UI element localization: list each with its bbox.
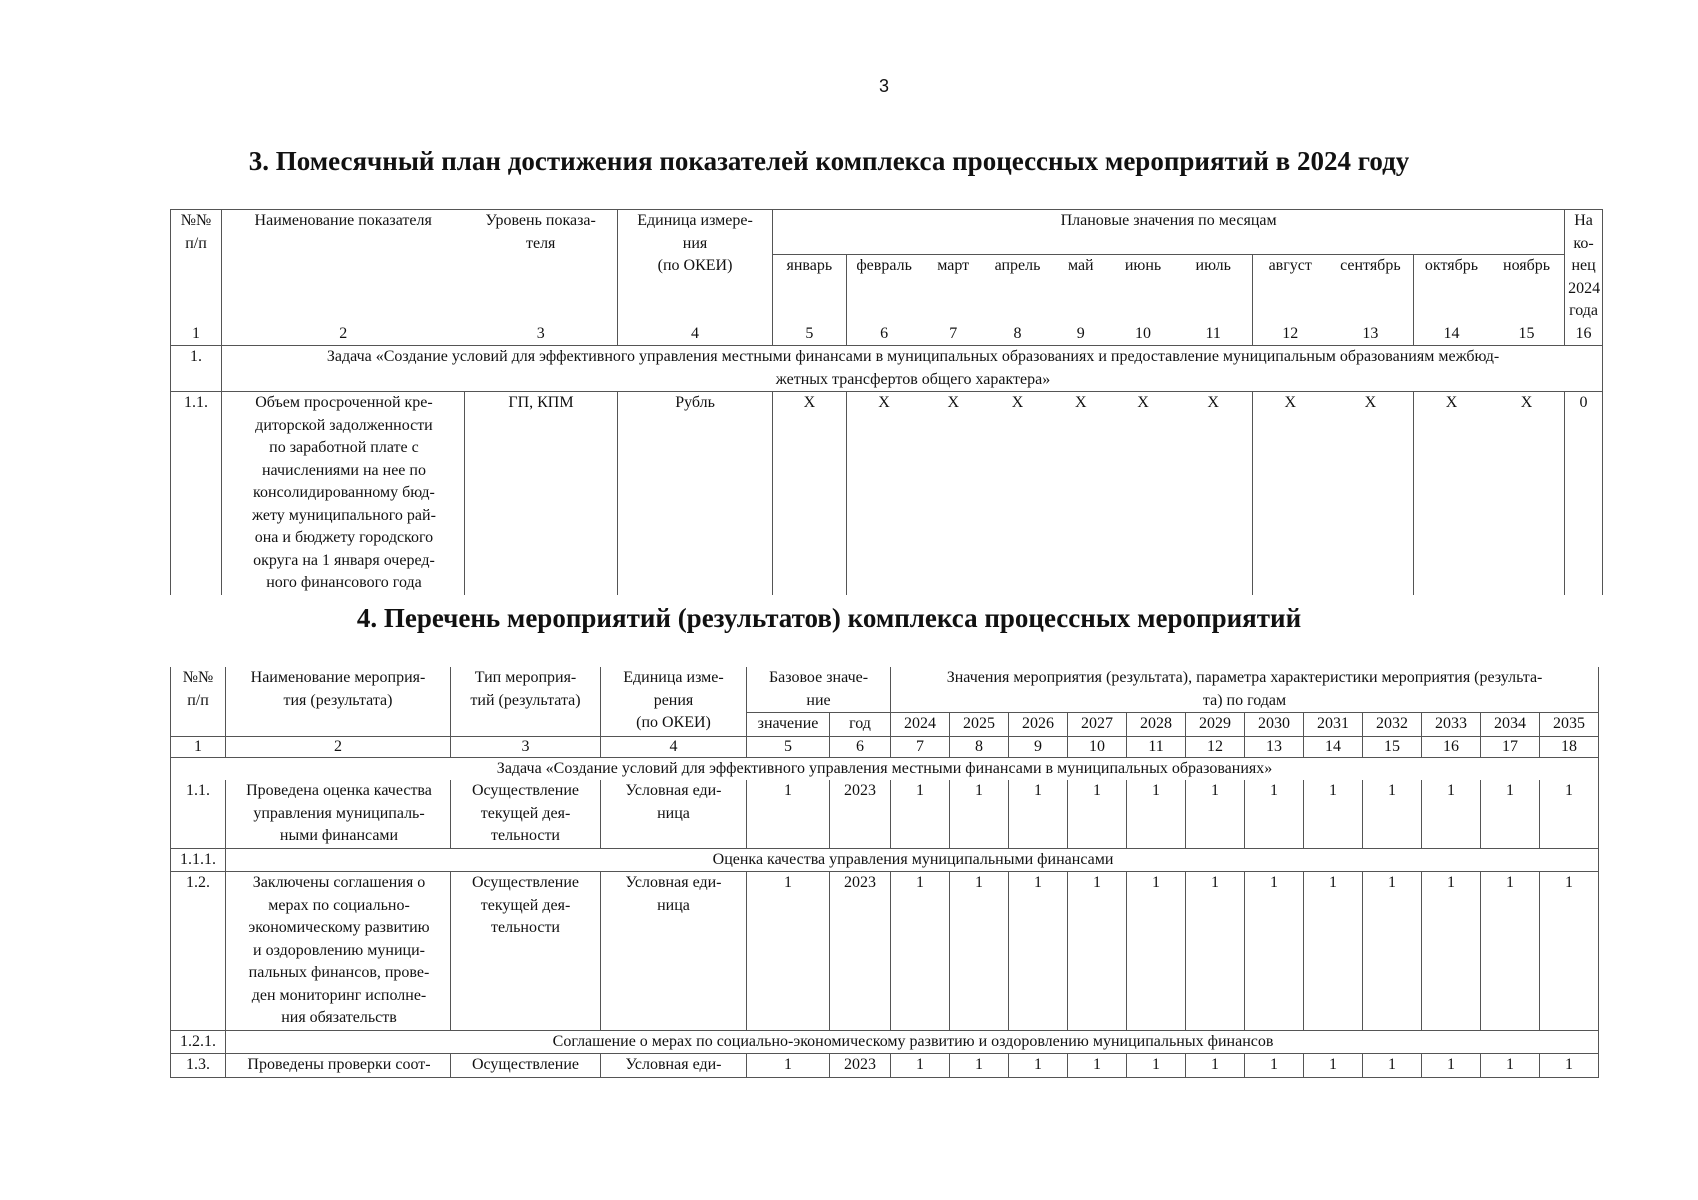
month-value: X [1175, 392, 1253, 595]
header-name: Наименование показателя [222, 210, 465, 323]
header-year: 2033 [1422, 713, 1481, 737]
header-month: июль [1195, 256, 1231, 274]
header-year: 2024 [891, 713, 950, 737]
monthly-plan-table [170, 209, 1603, 595]
task-number: 1. [171, 346, 222, 392]
column-number: 16 [1565, 323, 1603, 346]
column-numbers-row [171, 736, 1599, 757]
month-value: X [1252, 392, 1328, 595]
activity-unit: Условная еди- ница [601, 780, 747, 848]
column-number: 17 [1481, 736, 1540, 757]
year-value: 1 [1009, 1054, 1068, 1078]
column-number: 1 [171, 736, 226, 757]
year-value: 1 [1127, 872, 1186, 1031]
year-value: 1 [1068, 780, 1127, 848]
column-number: 18 [1540, 736, 1599, 757]
base-value: 1 [747, 872, 830, 1031]
header-month: февраль [846, 254, 922, 323]
year-value: 1 [1540, 1054, 1599, 1078]
header-unit: Единица изме- рения (по ОКЕИ) [601, 667, 747, 736]
header-name: Наименование мероприя- тия (результата) [226, 667, 451, 736]
month-value: X [1050, 392, 1111, 595]
month-value: X [985, 392, 1050, 595]
year-value: 1 [1481, 1054, 1540, 1078]
header-month: ноябрь [1503, 256, 1551, 274]
year-value: 1 [1481, 780, 1540, 848]
page-number: 3 [878, 76, 889, 96]
column-number: 10 [1135, 324, 1152, 342]
year-value: 1 [1422, 1054, 1481, 1078]
table-row [171, 872, 1599, 1031]
base-value: 1 [747, 780, 830, 848]
column-numbers-row [171, 323, 1603, 346]
year-value: 1 [1186, 1054, 1245, 1078]
row-number: 1.1. [171, 392, 222, 595]
activities-table [170, 667, 1599, 1078]
table-row [171, 392, 1603, 595]
table-header-row [171, 210, 1603, 255]
header-base-year: год [830, 713, 891, 737]
activity-type: Осуществление текущей дея- тельности [451, 780, 601, 848]
year-value: 1 [1009, 780, 1068, 848]
task-row [171, 757, 1599, 780]
month-value: X [1489, 392, 1565, 595]
column-number: 11 [1127, 736, 1186, 757]
base-year: 2023 [830, 780, 891, 848]
year-value: 1 [1540, 780, 1599, 848]
month-value: X [846, 392, 922, 595]
sub-row-number: 1.2.1. [171, 1030, 226, 1054]
year-value: 1 [1481, 872, 1540, 1031]
header-values-by-year: Значения мероприятия (результата), параметра характеристики мероприятия (результа- та) по годам [891, 667, 1599, 713]
header-month: август [1252, 254, 1328, 323]
indicator-level: ГП, КПМ [464, 392, 617, 595]
column-number: 5 [773, 323, 846, 346]
activity-type: Осуществление [451, 1054, 601, 1078]
year-value: 1 [1186, 872, 1245, 1031]
column-number: 4 [617, 323, 772, 346]
header-base-value: значение [747, 713, 830, 737]
year-value: 1 [1422, 780, 1481, 848]
activity-unit: Условная еди- [601, 1054, 747, 1078]
activity-unit: Условная еди- ница [601, 872, 747, 1031]
task-row [171, 346, 1603, 392]
header-year: 2025 [950, 713, 1009, 737]
column-number: 8 [1013, 324, 1022, 342]
activity-name: Заключены соглашения о мерах по социально- экономическому развитию и оздоровлению муници- пальных финансов, прове- ден мониторинг исполне- ния обязательств [226, 872, 451, 1031]
year-value: 1 [1304, 1054, 1363, 1078]
year-value: 1 [1009, 872, 1068, 1031]
header-year: 2035 [1540, 713, 1599, 737]
header-year: 2026 [1009, 713, 1068, 737]
year-value: 1 [891, 1054, 950, 1078]
year-value: 1 [1363, 780, 1422, 848]
header-unit: Единица измере- ния (по ОКЕИ) [617, 210, 772, 323]
year-value: 1 [891, 872, 950, 1031]
sub-row [171, 848, 1599, 872]
sub-row-text: Соглашение о мерах по социально-экономическому развитию и оздоровлению муниципальных финансов [226, 1030, 1599, 1054]
header-month: январь [773, 254, 846, 323]
header-month: апрель [994, 256, 1041, 274]
sub-row-number: 1.1.1. [171, 848, 226, 872]
year-value: 1 [1245, 872, 1304, 1031]
section-3-title: 3. Помесячный план достижения показателей комплекса процессных мероприятий в 2024 году [248, 146, 1410, 176]
header-year: 2030 [1245, 713, 1304, 737]
column-number: 15 [1518, 324, 1535, 342]
table-row [171, 780, 1599, 848]
column-number: 15 [1363, 736, 1422, 757]
column-number: 6 [830, 736, 891, 757]
column-number: 12 [1252, 323, 1328, 346]
header-year: 2027 [1068, 713, 1127, 737]
column-number: 1 [171, 323, 222, 346]
sub-row-text: Оценка качества управления муниципальными финансами [226, 848, 1599, 872]
header-level: Уровень показа- теля [464, 210, 617, 323]
column-number: 8 [950, 736, 1009, 757]
sub-row [171, 1030, 1599, 1054]
column-number: 6 [846, 323, 922, 346]
year-value: 1 [950, 1054, 1009, 1078]
header-num: №№ п/п [171, 667, 226, 736]
year-value: 1 [1363, 1054, 1422, 1078]
header-type: Тип мероприя- тий (результата) [451, 667, 601, 736]
column-number: 11 [1205, 324, 1221, 342]
column-number: 2 [339, 324, 348, 342]
column-number: 16 [1422, 736, 1481, 757]
section-4-title: 4. Перечень мероприятий (результатов) комплекса процессных мероприятий [356, 603, 1302, 633]
row-number: 1.1. [171, 780, 226, 848]
task-text: Задача «Создание условий для эффективного управления местными финансами в муниципальных образованиях» [171, 757, 1599, 780]
year-value: 1 [1186, 780, 1245, 848]
column-number: 12 [1186, 736, 1245, 757]
activity-name: Проведена оценка качества управления муниципаль- ными финансами [226, 780, 451, 848]
column-number: 4 [601, 736, 747, 757]
column-number: 13 [1245, 736, 1304, 757]
year-value: 1 [1304, 872, 1363, 1031]
indicator-name: Объем просроченной кре- диторской задолженности по заработной плате с начислениями на нее по консолидированному бюд- жету муниципального рай- она и бюджету городского округа на 1 января очеред- ного финансового года [222, 392, 465, 595]
month-value: X [773, 392, 846, 595]
column-number: 7 [949, 324, 958, 342]
month-value: X [922, 392, 985, 595]
header-month: июнь [1124, 256, 1162, 274]
column-number: 14 [1304, 736, 1363, 757]
header-month: сентябрь [1340, 256, 1401, 274]
year-value: 1 [1127, 1054, 1186, 1078]
column-number: 9 [1009, 736, 1068, 757]
year-value: 1 [1422, 872, 1481, 1031]
year-value: 1 [1068, 1054, 1127, 1078]
header-year: 2031 [1304, 713, 1363, 737]
column-number: 3 [536, 324, 545, 342]
table-row [171, 1054, 1599, 1078]
row-number: 1.3. [171, 1054, 226, 1078]
column-number: 13 [1362, 324, 1379, 342]
activity-name: Проведены проверки соот- [226, 1054, 451, 1078]
column-number: 5 [747, 736, 830, 757]
year-value: 1 [1540, 872, 1599, 1031]
year-value: 1 [950, 872, 1009, 1031]
header-year: 2029 [1186, 713, 1245, 737]
header-end-of-year: На ко- нец 2024 года [1565, 210, 1603, 323]
year-value: 1 [1245, 1054, 1304, 1078]
column-number: 10 [1068, 736, 1127, 757]
base-value: 1 [747, 1054, 830, 1078]
column-number: 14 [1413, 323, 1489, 346]
year-value: 1 [1245, 780, 1304, 848]
header-year: 2034 [1481, 713, 1540, 737]
task-text: Задача «Создание условий для эффективного управления местными финансами в муниципальных образованиях и предоставление муниципальным образованиям межбюд- жетных трансфертов общего характера» [222, 346, 1603, 392]
year-value: 1 [1127, 780, 1186, 848]
column-number: 9 [1076, 324, 1085, 342]
month-value: X [1328, 392, 1414, 595]
header-year: 2032 [1363, 713, 1422, 737]
header-year: 2028 [1127, 713, 1186, 737]
header-num: №№ п/п [171, 210, 222, 323]
base-year: 2023 [830, 872, 891, 1031]
end-of-year-value: 0 [1565, 392, 1603, 595]
month-value: X [1413, 392, 1489, 595]
year-value: 1 [1363, 872, 1422, 1031]
year-value: 1 [1068, 872, 1127, 1031]
column-number: 2 [226, 736, 451, 757]
month-value: X [1111, 392, 1174, 595]
base-year: 2023 [830, 1054, 891, 1078]
header-planned-values: Плановые значения по месяцам [773, 210, 1565, 255]
year-value: 1 [1304, 780, 1363, 848]
column-number: 7 [891, 736, 950, 757]
activity-type: Осуществление текущей дея- тельности [451, 872, 601, 1031]
table-header-row [171, 667, 1599, 713]
header-month: май [1067, 256, 1094, 274]
column-number: 3 [451, 736, 601, 757]
indicator-unit: Рубль [617, 392, 772, 595]
header-month: март [937, 256, 970, 274]
header-base: Базовое значе- ние [768, 669, 869, 709]
year-value: 1 [950, 780, 1009, 848]
row-number: 1.2. [171, 872, 226, 1031]
year-value: 1 [891, 780, 950, 848]
header-month: октябрь [1413, 254, 1489, 323]
